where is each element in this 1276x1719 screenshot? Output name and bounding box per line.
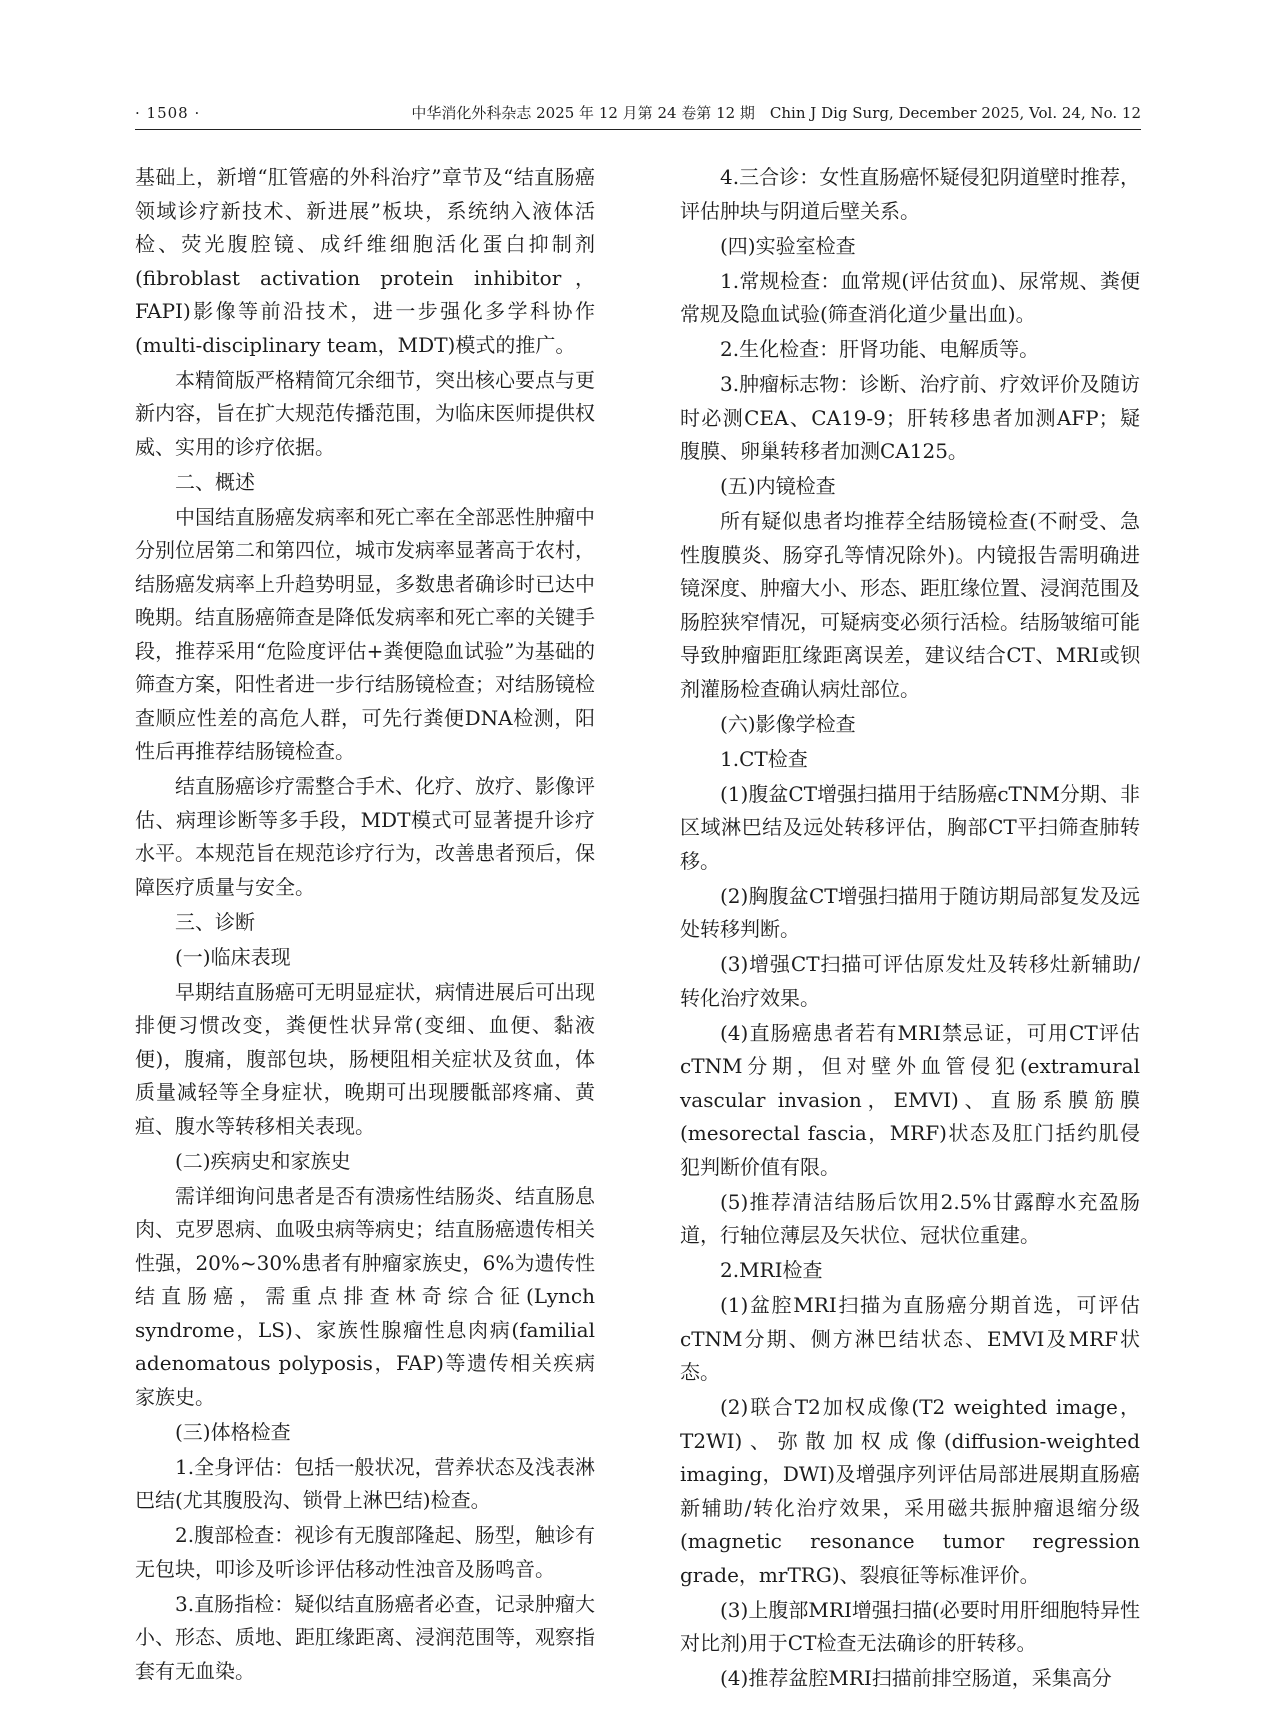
paragraph: 4.三合诊：女性直肠癌怀疑侵犯阴道壁时推荐，评估肿块与阴道后壁关系。 xyxy=(680,165,1140,223)
paragraph: 1.常规检查：血常规(评估贫血)、尿常规、粪便常规及隐血试验(筛查消化道少量出血)。 xyxy=(680,268,1140,326)
subsection-heading: (一)临床表现 xyxy=(175,944,291,969)
section-heading: 三、诊断 xyxy=(175,909,255,934)
paragraph: (2)联合T2加权成像(T2 weighted image，T2WI)、弥散加权成像(diffusion-weighted imaging，DWI)及增强序列评估局部进展期直肠癌新辅助/转化治疗效果，采用磁共振肿瘤退缩分级(magnetic resonance tumor regression grade，mrTRG)、裂痕征等标准评价。 xyxy=(680,1395,1140,1587)
page-number: · 1508 · xyxy=(135,104,201,122)
paragraph: 3.肿瘤标志物：诊断、治疗前、疗效评价及随访时必测CEA、CA19-9；肝转移患者加测AFP；疑腹膜、卵巢转移者加测CA125。 xyxy=(680,372,1140,463)
paragraph: (3)增强CT扫描可评估原发灶及转移灶新辅助/转化治疗效果。 xyxy=(680,952,1140,1010)
paragraph: 早期结直肠癌可无明显症状，病情进展后可出现排便习惯改变，粪便性状异常(变细、血便、黏液便)，腹痛，腹部包块，肠梗阻相关症状及贫血，体质量减轻等全身症状，晚期可出现腰骶部疼痛、黄疸、腹水等转移相关表现。 xyxy=(135,979,595,1138)
paragraph: 3.直肠指检：疑似结直肠癌者必查，记录肿瘤大小、形态、质地、距肛缘距离、浸润范围等，观察指套有无血染。 xyxy=(135,1591,595,1683)
subsection-heading: 2.MRI检查 xyxy=(720,1258,823,1282)
paragraph: (4)直肠癌患者若有MRI禁忌证，可用CT评估cTNM分期，但对壁外血管侵犯(extramural vascular invasion，EMVI)、直肠系膜筋膜(mesorectal fascia，MRF)状态及肛门括约肌侵犯判断价值有限。 xyxy=(680,1020,1140,1179)
paragraph: (1)盆腔MRI扫描为直肠癌分期首选，可评估cTNM分期、侧方淋巴结状态、EMVI及MRF状态。 xyxy=(680,1293,1140,1384)
paragraph: 1.全身评估：包括一般状况，营养状态及浅表淋巴结(尤其腹股沟、锁骨上淋巴结)检查。 xyxy=(135,1454,595,1512)
paragraph: 2.生化检查：肝肾功能、电解质等。 xyxy=(720,337,1040,361)
subsection-heading: 1.CT检查 xyxy=(720,746,808,771)
paragraph: 2.腹部检查：视诊有无腹部隆起、肠型，触诊有无包块，叩诊及听诊评估移动性浊音及肠鸣音。 xyxy=(135,1523,595,1581)
left-column xyxy=(135,161,595,1690)
paragraph: 本精简版严格精简冗余细节，突出核心要点与更新内容，旨在扩大规范传播范围，为临床医师提供权威、实用的诊疗依据。 xyxy=(135,367,595,459)
subsection-heading: (四)实验室检查 xyxy=(720,233,856,258)
subsection-heading: (六)影像学检查 xyxy=(720,711,856,736)
paragraph: (2)胸腹盆CT增强扫描用于随访期局部复发及远处转移判断。 xyxy=(680,883,1140,941)
subsection-heading: (二)疾病史和家族史 xyxy=(175,1148,351,1173)
journal-info: 中华消化外科杂志 2025 年 12 月第 24 卷第 12 期 Chin J Dig Surg, December 2025, Vol. 24, No. 12 xyxy=(411,104,1141,122)
paragraph: (4)推荐盆腔MRI扫描前排空肠道，采集高分 xyxy=(720,1666,1112,1690)
paragraph: 中国结直肠癌发病率和死亡率在全部恶性肿瘤中分别位居第二和第四位，城市发病率显著高于农村，结肠癌发病率上升趋势明显，多数患者确诊时已达中晚期。结直肠癌筛查是降低发病率和死亡率的关键手段，推荐采用“危险度评估+粪便隐血试验”为基础的筛查方案，阳性者进一步行结肠镜检查；对结肠镜检查顺应性差的高危人群，可先行粪便DNA检测，阳性后再推荐结肠镜检查。 xyxy=(135,504,595,763)
paragraph: 基础上，新增“肛管癌的外科治疗”章节及“结直肠癌领域诊疗新技术、新进展”板块，系统纳入液体活检、荧光腹腔镜、成纤维细胞活化蛋白抑制剂(fibroblast activation protein inhibitor，FAPI)影像等前沿技术，进一步强化多学科协作(multi-disciplinary team，MDT)模式的推广。 xyxy=(135,165,595,357)
subsection-heading: (三)体格检查 xyxy=(175,1419,291,1444)
subsection-heading: (五)内镜检查 xyxy=(720,474,836,498)
paragraph: 结直肠癌诊疗需整合手术、化疗、放疗、影像评估、病理诊断等多手段，MDT模式可显著提升诊疗水平。本规范旨在规范诊疗行为，改善患者预后，保障医疗质量与安全。 xyxy=(135,774,595,899)
paragraph: 所有疑似患者均推荐全结肠镜检查(不耐受、急性腹膜炎、肠穿孔等情况除外)。内镜报告需明确进镜深度、肿瘤大小、形态、距肛缘位置、浸润范围及肠腔狭窄情况，可疑病变必须行活检。结肠皱缩可能导致肿瘤距肛缘距离误差，建议结合CT、MRI或钡剂灌肠检查确认病灶部位。 xyxy=(680,509,1140,701)
paragraph: (3)上腹部MRI增强扫描(必要时用肝细胞特异性对比剂)用于CT检查无法确诊的肝转移。 xyxy=(680,1597,1140,1655)
running-header xyxy=(135,101,1141,130)
paragraph: 需详细询问患者是否有溃疡性结肠炎、结直肠息肉、克罗恩病、血吸虫病等病史；结直肠癌遗传相关性强，20%~30%患者有肿瘤家族史，6%为遗传性结直肠癌，需重点排查林奇综合征(Lynch syndrome，LS)、家族性腺瘤性息肉病(familial adenomatous polyposis，FAP)等遗传相关疾病家族史。 xyxy=(135,1183,595,1409)
paragraph: (1)腹盆CT增强扫描用于结肠癌cTNM分期、非区域淋巴结及远处转移评估，胸部CT平扫筛查肺转移。 xyxy=(680,781,1140,873)
right-column xyxy=(680,161,1140,1697)
paragraph: (5)推荐清洁结肠后饮用2.5%甘露醇水充盈肠道，行轴位薄层及矢状位、冠状位重建。 xyxy=(680,1189,1140,1247)
section-heading: 二、概述 xyxy=(175,469,255,494)
